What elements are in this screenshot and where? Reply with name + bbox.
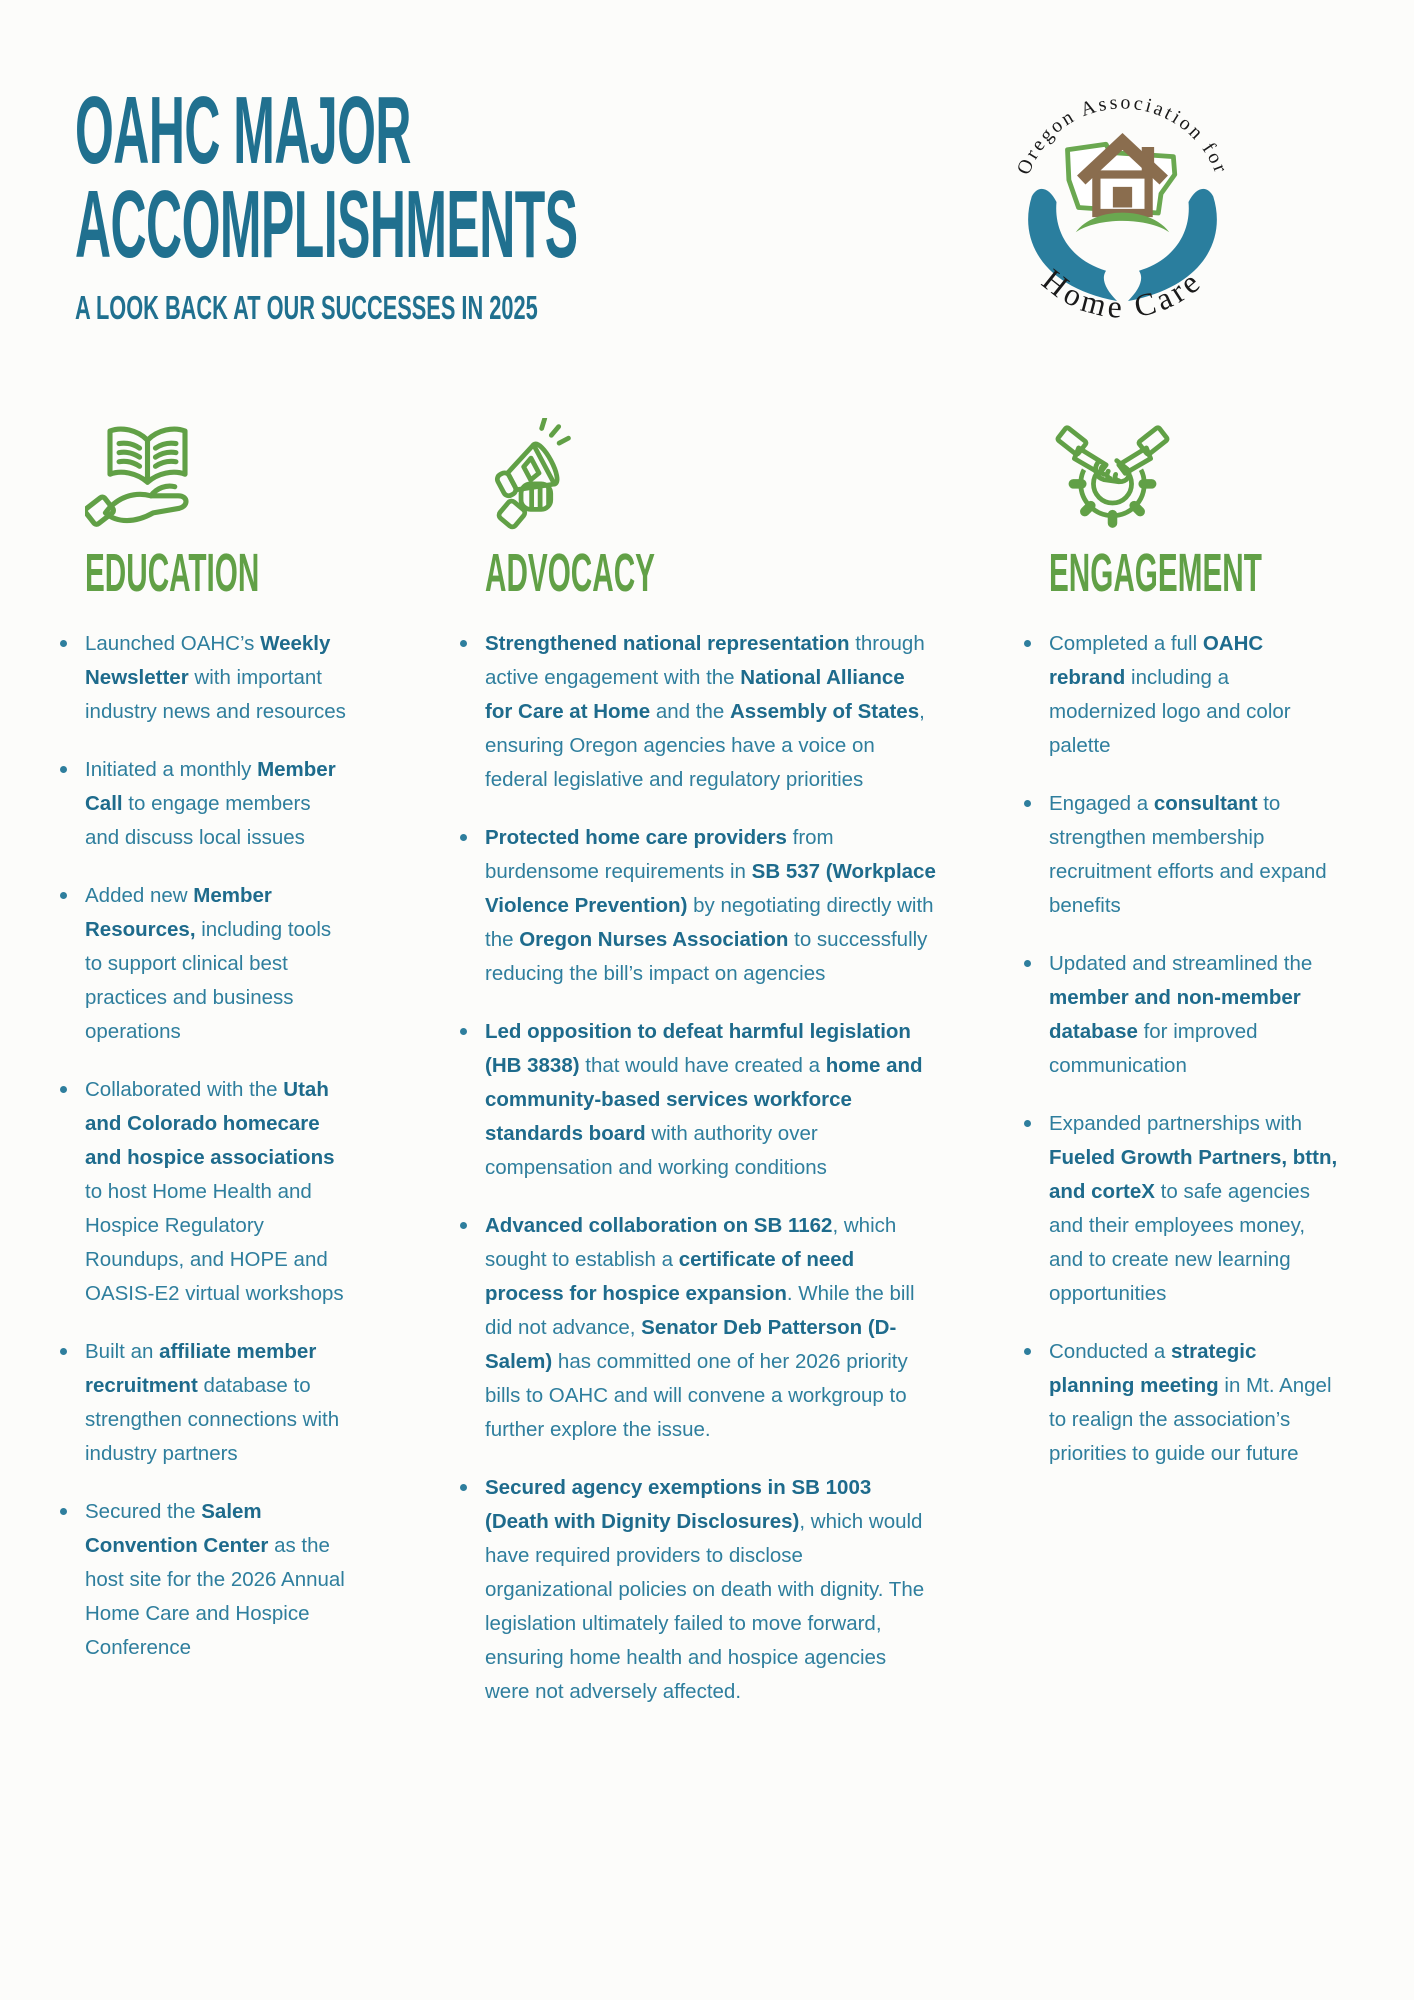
bullet-item <box>1022 1335 1338 1471</box>
bullet-text-segment: Updated and streamlined the <box>1049 952 1313 975</box>
bullet-text-segment: Advanced collaboration on SB 1162 <box>485 1214 833 1237</box>
oahc-logo-graphic <box>985 62 1260 342</box>
bullet-text-segment: Oregon Nurses Association <box>519 928 789 951</box>
bullet-text-segment: including a modernized logo and color palette <box>1049 666 1291 757</box>
bullet-item <box>458 1471 936 1709</box>
education-bullet-list <box>58 627 350 1665</box>
engagement-heading: ENGAGEMENT <box>1049 543 1262 603</box>
handshake-gear-icon <box>1049 418 1176 535</box>
education-heading: EDUCATION <box>85 543 260 603</box>
bullet-text-segment: Fueled Growth Partners, bttn, and corteX <box>1049 1146 1338 1203</box>
bullet-text-segment: Weekly Newsletter <box>85 632 331 689</box>
house-door <box>1113 187 1132 208</box>
bullet-text-segment: Initiated a monthly <box>85 758 258 781</box>
bullet-text-segment: Salem Convention Center <box>85 1500 269 1557</box>
advocacy-heading: ADVOCACY <box>485 543 655 603</box>
bullet-text-segment: , which would have required providers to disclose organizational policies on death with dignity. The legislation ultimately failed to move forward, ensuring home health and hospice agencies were not adversely affected. <box>485 1510 925 1703</box>
bullet-text-segment: for improved communication <box>1049 1020 1258 1077</box>
bullet-text-segment: with authority over compensation and working conditions <box>485 1122 827 1179</box>
bullet-text-segment: with important industry news and resources <box>85 666 346 723</box>
bullet-text-segment: Completed a full <box>1049 632 1203 655</box>
bullet-text-segment: Built an <box>85 1340 160 1363</box>
bullet-text-segment: affiliate member recruitment <box>85 1340 317 1397</box>
bullet-item <box>458 1209 936 1447</box>
page-title-line2: ACCOMPLISHMENTS <box>75 171 578 278</box>
bullet-text-segment: Led opposition to defeat harmful legislation (HB 3838) <box>485 1020 911 1077</box>
engagement-icon-wrap <box>1049 418 1338 545</box>
bullet-text-segment: Conducted a <box>1049 1340 1171 1363</box>
bullet-text-segment: member and non-member database <box>1049 986 1301 1043</box>
bullet-text-segment: database to strengthen connections with industry partners <box>85 1374 340 1465</box>
oahc-logo <box>985 62 1260 342</box>
bullet-text-segment: Member Call <box>85 758 336 815</box>
bullet-text-segment: that would have created a <box>579 1054 826 1077</box>
bullet-item <box>1022 1107 1338 1311</box>
bullet-text-segment: strategic planning meeting <box>1049 1340 1257 1397</box>
bullet-text-segment: Expanded partnerships with <box>1049 1112 1302 1135</box>
engagement-column <box>1022 418 1338 1495</box>
bullet-text-segment: Engaged a <box>1049 792 1154 815</box>
bullet-text-segment: certificate of need process for hospice expansion <box>485 1248 855 1305</box>
bullet-text-segment: OAHC rebrand <box>1049 632 1264 689</box>
bullet-item <box>58 1495 350 1665</box>
megaphone-icon <box>485 418 591 535</box>
bullet-text-segment: Assembly of States <box>729 700 920 723</box>
bullet-text-segment: Protected home care providers <box>485 826 787 849</box>
bullet-item <box>58 1335 350 1471</box>
bullet-text-segment: by negotiating directly with the <box>485 894 934 951</box>
bullet-text-segment: has committed one of her 2026 priority bills to OAHC and will convene a workgroup to further explore the issue. <box>485 1350 908 1441</box>
bullet-text-segment: Member Resources, <box>85 884 272 941</box>
advocacy-column <box>458 418 936 1733</box>
bullet-text-segment: to host Home Health and Hospice Regulatory Roundups, and HOPE and OASIS-E2 virtual workshops <box>85 1180 344 1305</box>
bullet-item <box>58 1073 350 1311</box>
bullet-text-segment: Added new <box>85 884 194 907</box>
bullet-text-segment: SB 537 (Workplace Violence Prevention) <box>485 860 936 917</box>
bullet-item <box>458 821 936 991</box>
bullet-item <box>458 1015 936 1185</box>
svg-text:Home Care <box>1036 262 1210 325</box>
engagement-bullet-list <box>1022 627 1338 1471</box>
bullet-text-segment: Secured agency exemptions in SB 1003 (Death with Dignity Disclosures) <box>485 1476 872 1533</box>
bullet-text-segment: to successfully reducing the bill’s impact on agencies <box>485 928 928 985</box>
bullet-text-segment: , ensuring Oregon agencies have a voice on federal legislative and regulatory priorities <box>485 700 925 791</box>
bullet-text-segment: including tools to support clinical best practices and business operations <box>85 918 332 1043</box>
bullet-text-segment: and the <box>650 700 730 723</box>
bullet-text-segment: Strengthened national representation <box>485 632 850 655</box>
header <box>75 77 1041 328</box>
bullet-text-segment: . While the bill did not advance, <box>485 1282 915 1339</box>
bullet-item <box>1022 787 1338 923</box>
page-title-line1: OAHC MAJOR <box>75 77 411 184</box>
logo-arc-bottom-text: Home Care <box>1035 262 1210 325</box>
page-subtitle: A LOOK BACK AT OUR SUCCESSES IN 2025 <box>75 289 538 326</box>
bullet-item <box>1022 947 1338 1083</box>
bullet-text-segment: to safe agencies and their employees money, and to create new learning opportunities <box>1049 1180 1310 1305</box>
bullet-text-segment: through active engagement with the <box>485 632 925 689</box>
bullet-text-segment: as the host site for the 2026 Annual Home Care and Hospice Conference <box>85 1534 345 1659</box>
bullet-text-segment: to engage members and discuss local issues <box>85 792 311 849</box>
bullet-text-segment: in Mt. Angel to realign the association’s priorities to guide our future <box>1049 1374 1332 1465</box>
bullet-text-segment: Utah and Colorado homecare and hospice associations <box>85 1078 335 1169</box>
education-column <box>58 418 350 1689</box>
bullet-text-segment: Launched OAHC’s <box>85 632 261 655</box>
education-icon-wrap <box>85 418 350 545</box>
bullet-text-segment: consultant <box>1153 792 1258 815</box>
book-on-hand-icon <box>85 418 210 535</box>
bullet-item <box>458 627 936 797</box>
bullet-text-segment: Collaborated with the <box>85 1078 284 1101</box>
bullet-item <box>58 753 350 855</box>
hill-shape <box>1076 213 1170 233</box>
bullet-text-segment: , which sought to establish a <box>485 1214 897 1271</box>
bullet-text-segment: from burdensome requirements in <box>485 826 834 883</box>
bullet-text-segment: to strengthen membership recruitment efforts and expand benefits <box>1049 792 1327 917</box>
advocacy-icon-wrap <box>485 418 936 545</box>
logo-arc-top-text: Oregon Association for <box>1012 91 1233 178</box>
bullet-text-segment: Senator Deb Patterson (D-Salem) <box>485 1316 897 1373</box>
bullet-text-segment: Secured the <box>85 1500 202 1523</box>
bullet-item <box>1022 627 1338 763</box>
bullet-item <box>58 627 350 729</box>
bullet-text-segment: home and community-based services workforce standards board <box>485 1054 923 1145</box>
bullet-item <box>58 879 350 1049</box>
bullet-text-segment: National Alliance for Care at Home <box>485 666 905 723</box>
advocacy-bullet-list <box>458 627 936 1709</box>
